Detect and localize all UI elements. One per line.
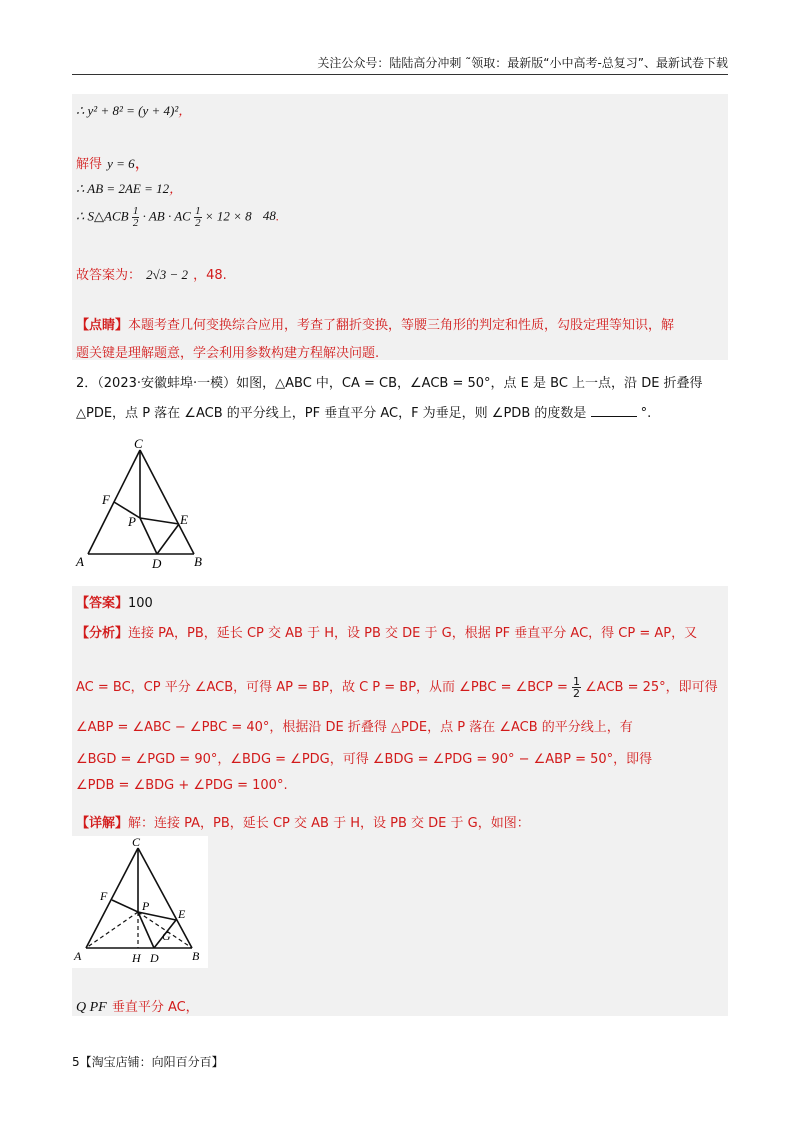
page-footer: 5【淘宝店铺：向阳百分百】: [72, 1055, 224, 1069]
fraction-half-1: $\frac{1}{2}$: [132, 205, 139, 229]
q1-line1: ∴ y² + 8² = (y + 4)²，: [76, 103, 192, 118]
answer-blank: [591, 404, 637, 417]
fraction-half-3: $\frac{1}{2}$: [573, 675, 581, 700]
header-text: 关注公众号：陆陆高分冲刺 ˜领取：最新版“小中高考-总复习”、最新试卷下载: [317, 56, 728, 70]
q1-line2: 解得 y = 6，: [76, 153, 151, 172]
q1-line4: ∴ S△ACB $\frac{1}{2}$ · AB · AC $\frac{1}{2}$ × 12 × 8 48.: [76, 205, 280, 229]
fig2-label-E: E: [178, 907, 186, 921]
fig2-label-F: F: [100, 889, 108, 903]
analysis-l5: ∠PDB = ∠BDG + ∠PDG = 100°.: [76, 778, 288, 793]
q1-comment: 【点睛】本题考查几何变换综合应用，考查了翻折变换，等腰三角形的判定和性质，勾股定理等知识，解 题关键是理解题意，学会利用参数构建方程解决问题.: [76, 318, 675, 361]
fraction-half-2: $\frac{1}{2}$: [195, 205, 201, 229]
fig2-label-C: C: [132, 836, 141, 849]
fig2-label-A: A: [74, 949, 82, 963]
q1-answer-line: 故答案为： 2√3 − 2 ，48.: [76, 267, 227, 283]
q1-line3: ∴ AB = 2AE = 12，: [76, 181, 183, 196]
fig2-label-D: D: [150, 951, 159, 965]
last-line: Q PF 垂直平分 AC，: [76, 1000, 199, 1015]
q2-stem-line1: 2．（2023·安徽蚌埠·一模）如图，△ABC 中，CA = CB，∠ACB = 50°，点 E 是 BC 上一点，沿 DE 折叠得: [76, 376, 703, 391]
label-F: F: [102, 492, 110, 507]
analysis-l2: AC = BC，CP 平分 ∠ACB，可得 AP = BP，故 C P = BP，从而 ∠PBC = ∠BCP = $\frac{1}{2}$ ∠ACB = 25°，即可得: [76, 675, 718, 700]
triangle-figure-2: [72, 836, 208, 968]
fig2-label-B: B: [192, 949, 200, 963]
fig2-label-P: P: [142, 899, 150, 913]
detail-line: 【详解】解：连接 PA，PB，延长 CP 交 AB 于 H，设 PB 交 DE 于 G，如图：: [76, 816, 530, 831]
fig2-label-H: H: [132, 951, 141, 965]
analysis-l1: 【分析】连接 PA，PB，延长 CP 交 AB 于 H，设 PB 交 DE 于 G，根据 PF 垂直平分 AC，得 CP = AP，又: [76, 626, 698, 641]
q2-stem-line2: △PDE，点 P 落在 ∠ACB 的平分线上，PF 垂直平分 AC，F 为垂足，则 ∠PDB 的度数是 °.: [76, 406, 652, 421]
label-P: P: [128, 514, 136, 529]
label-B: B: [194, 554, 202, 569]
analysis-l3: ∠ABP = ∠ABC − ∠PBC = 40°，根据沿 DE 折叠得 △PDE，点 P 落在 ∠ACB 的平分线上，有: [76, 720, 633, 735]
label-A: A: [76, 554, 84, 569]
triangle-figure-1: [72, 436, 222, 572]
answer-line: 【答案】100: [76, 596, 153, 611]
label-D: D: [152, 556, 162, 571]
page-header: [72, 50, 728, 75]
analysis-l4: ∠BGD = ∠PGD = 90°，∠BDG = ∠PDG，可得 ∠BDG = ∠PDG = 90° − ∠ABP = 50°，即得: [76, 752, 653, 767]
label-C: C: [134, 436, 143, 451]
fig2-label-G: G: [162, 929, 171, 943]
label-E: E: [180, 512, 188, 527]
